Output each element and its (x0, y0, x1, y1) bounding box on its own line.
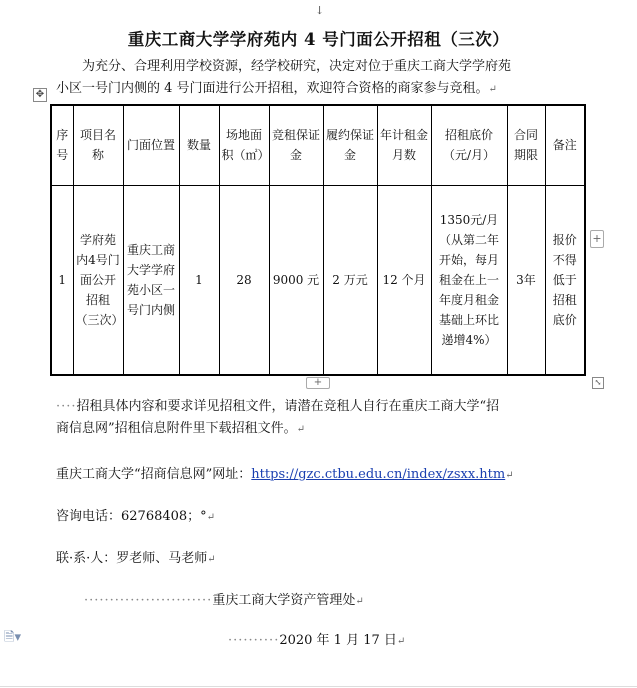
notice-line-2: 商信息网”招租信息附件里下载招租文件。 (56, 421, 297, 436)
cell-area: 28 (219, 185, 269, 375)
add-column-icon[interactable]: + (306, 377, 330, 389)
header-bid-deposit: 竞租保证金 (269, 105, 323, 185)
table-resize-icon[interactable]: ⤡ (592, 377, 604, 389)
header-location: 门面位置 (123, 105, 179, 185)
header-performance-deposit: 履约保证金 (323, 105, 377, 185)
cell-project: 学府苑内4号门面公开招租（三次） (73, 185, 123, 375)
cell-location: 重庆工商大学学府苑小区一号门内侧 (123, 185, 179, 375)
table-header-row (51, 105, 585, 185)
header-area: 场地面积（㎡） (219, 105, 269, 185)
website-link[interactable]: https://gzc.ctbu.edu.cn/index/zsxx.htm (251, 467, 506, 482)
paragraph-mark: ↓ (315, 4, 325, 17)
header-rent-months: 年计租金月数 (377, 105, 431, 185)
document-title: 重庆工商大学学府苑内 4 号门面公开招租（三次） (127, 30, 510, 49)
header-term: 合同期限 (507, 105, 545, 185)
website-line: 重庆工商大学“招商信息网”网址：https://gzc.ctbu.edu.cn/index/zsxx.htm↵ (56, 467, 514, 482)
tender-table (50, 104, 586, 376)
page-divider (0, 686, 637, 687)
cell-quantity: 1 (179, 185, 219, 375)
table-move-handle-icon[interactable]: ✥ (33, 88, 47, 102)
signature-line: ·························重庆工商大学资产管理处↵ (84, 593, 364, 608)
header-quantity: 数量 (179, 105, 219, 185)
cell-performance-deposit: 2 万元 (323, 185, 377, 375)
phone-text: 咨询电话：62768408；° (56, 509, 207, 524)
website-label: 重庆工商大学“招商信息网”网址： (56, 467, 252, 482)
cell-term: 3年 (507, 185, 545, 375)
cell-index: 1 (51, 185, 73, 375)
date-line: ··········2020 年 1 月 17 日↵ (228, 633, 406, 648)
header-project: 项目名称 (73, 105, 123, 185)
cell-reserve-price: 1350元/月（从第二年开始，每月租金在上一年度月租金基础上环比递增4%） (431, 185, 507, 375)
notice-paragraph: ····招租具体内容和要求详见招租文件，请潜在竞租人自行在重庆工商大学“招 商信息网”招租信息附件里下载招租文件。↵ (56, 399, 500, 436)
add-row-icon[interactable]: + (590, 230, 604, 248)
date-text: 2020 年 1 月 17 日 (279, 633, 397, 648)
table-row (51, 185, 585, 375)
phone-line: 咨询电话：62768408；°↵ (56, 509, 216, 524)
cell-bid-deposit: 9000 元 (269, 185, 323, 375)
contact-line: 联·系·人：罗老师、马老师↵ (56, 551, 216, 566)
cell-rent-months: 12 个月 (377, 185, 431, 375)
header-note: 备注 (545, 105, 585, 185)
intro-line-1: 为充分、合理利用学校资源，经学校研究，决定对位于重庆工商大学学府苑 (82, 59, 512, 74)
notice-line-1: 招租具体内容和要求详见招租文件，请潜在竞租人自行在重庆工商大学“招 (76, 399, 500, 414)
header-reserve-price: 招租底价（元/月） (431, 105, 507, 185)
intro-line-2: 小区一号门内侧的 4 号门面进行公开招租，欢迎符合资格的商家参与竞租。 (56, 81, 489, 96)
document-icon[interactable]: 🗎▾ (4, 630, 21, 645)
signature-text: 重庆工商大学资产管理处 (212, 593, 356, 608)
intro-paragraph: 为充分、合理利用学校资源，经学校研究，决定对位于重庆工商大学学府苑 小区一号门内侧的 4 号门面进行公开招租，欢迎符合资格的商家参与竞租。↵ (56, 59, 512, 96)
header-index: 序号 (51, 105, 73, 185)
contact-text: 联·系·人：罗老师、马老师 (56, 551, 208, 566)
cell-note: 报价不得低于招租底价 (545, 185, 585, 375)
